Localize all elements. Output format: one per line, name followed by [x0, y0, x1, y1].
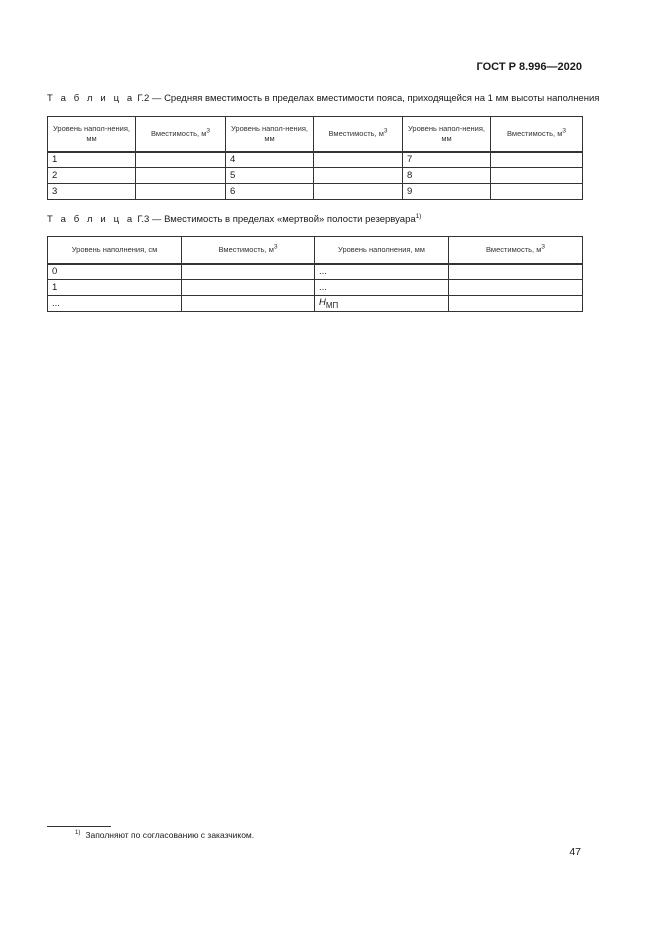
caption-prefix: Т а б л и ц а [47, 93, 135, 104]
table-cell: 2 [48, 168, 136, 184]
table-cell [136, 152, 226, 168]
table-row [48, 168, 583, 184]
table-cell: 1 [48, 152, 136, 168]
footnote [75, 830, 254, 840]
table-cell: 1 [48, 280, 182, 296]
table-cell: 8 [403, 168, 491, 184]
table-cell [491, 152, 583, 168]
table-cell: 5 [226, 168, 314, 184]
table-cell [449, 264, 583, 280]
hmp-cell [315, 296, 449, 312]
table-cell [449, 280, 583, 296]
header-level-cm: Уровень наполнения, см [48, 237, 182, 264]
table-cell [314, 152, 403, 168]
table-cell [182, 264, 315, 280]
header-level: Уровень напол-нения, мм [48, 117, 136, 152]
table-row [48, 296, 583, 312]
caption-prefix: Т а б л и ц а [47, 214, 135, 225]
table-cell [491, 168, 583, 184]
header-level: Уровень напол-нения, мм [226, 117, 314, 152]
header-capacity: Вместимость, $м^3$ [449, 237, 583, 264]
table-cell [182, 296, 315, 312]
document-id: ГОСТ Р 8.996—2020 [476, 61, 582, 73]
header-level: Уровень напол-нения, мм [403, 117, 491, 152]
table-cell: 0 [48, 264, 182, 280]
table-cell [136, 168, 226, 184]
hmp-subscript: МП [325, 300, 339, 310]
table-g3-caption [47, 214, 421, 225]
table-cell: 9 [403, 184, 491, 200]
caption-text: Г.2 — Средняя вместимость в пределах вместимости пояса, приходящейся на 1 мм высоты наполнения [134, 93, 600, 104]
table-cell: 3 [48, 184, 136, 200]
footnote-separator [47, 826, 111, 827]
table-cell: 6 [226, 184, 314, 200]
table-cell: ... [315, 264, 449, 280]
table-row [48, 152, 583, 168]
table-cell [314, 168, 403, 184]
header-level-mm: Уровень наполнения, мм [315, 237, 449, 264]
footnote-mark: 1) [75, 830, 81, 837]
header-capacity: Вместимость, $м^3$ [136, 117, 226, 152]
footnote-ref: 1) [415, 212, 422, 220]
table-g3 [47, 236, 583, 312]
header-capacity: Вместимость, $м^3$ [491, 117, 583, 152]
table-cell: 7 [403, 152, 491, 168]
hmp-symbol: H [319, 297, 326, 309]
footnote-text: Заполняют по согласованию с заказчиком. [85, 830, 255, 840]
header-capacity: Вместимость, $м^3$ [314, 117, 403, 152]
table-header-row [48, 237, 583, 264]
table-cell: ... [48, 296, 182, 312]
caption-text: Г.3 — Вместимость в пределах «мертвой» полости резервуара [134, 214, 416, 225]
table-cell [449, 296, 583, 312]
header-capacity: Вместимость, $м^3$ [182, 237, 315, 264]
page-number: 47 [569, 846, 581, 858]
table-cell [314, 184, 403, 200]
table-cell [491, 184, 583, 200]
table-g2-caption [47, 93, 599, 104]
table-row [48, 264, 583, 280]
table-cell: 4 [226, 152, 314, 168]
table-cell [136, 184, 226, 200]
table-header-row [48, 117, 583, 152]
table-cell [182, 280, 315, 296]
table-row [48, 280, 583, 296]
table-row [48, 184, 583, 200]
table-g2 [47, 116, 583, 200]
table-cell: ... [315, 280, 449, 296]
